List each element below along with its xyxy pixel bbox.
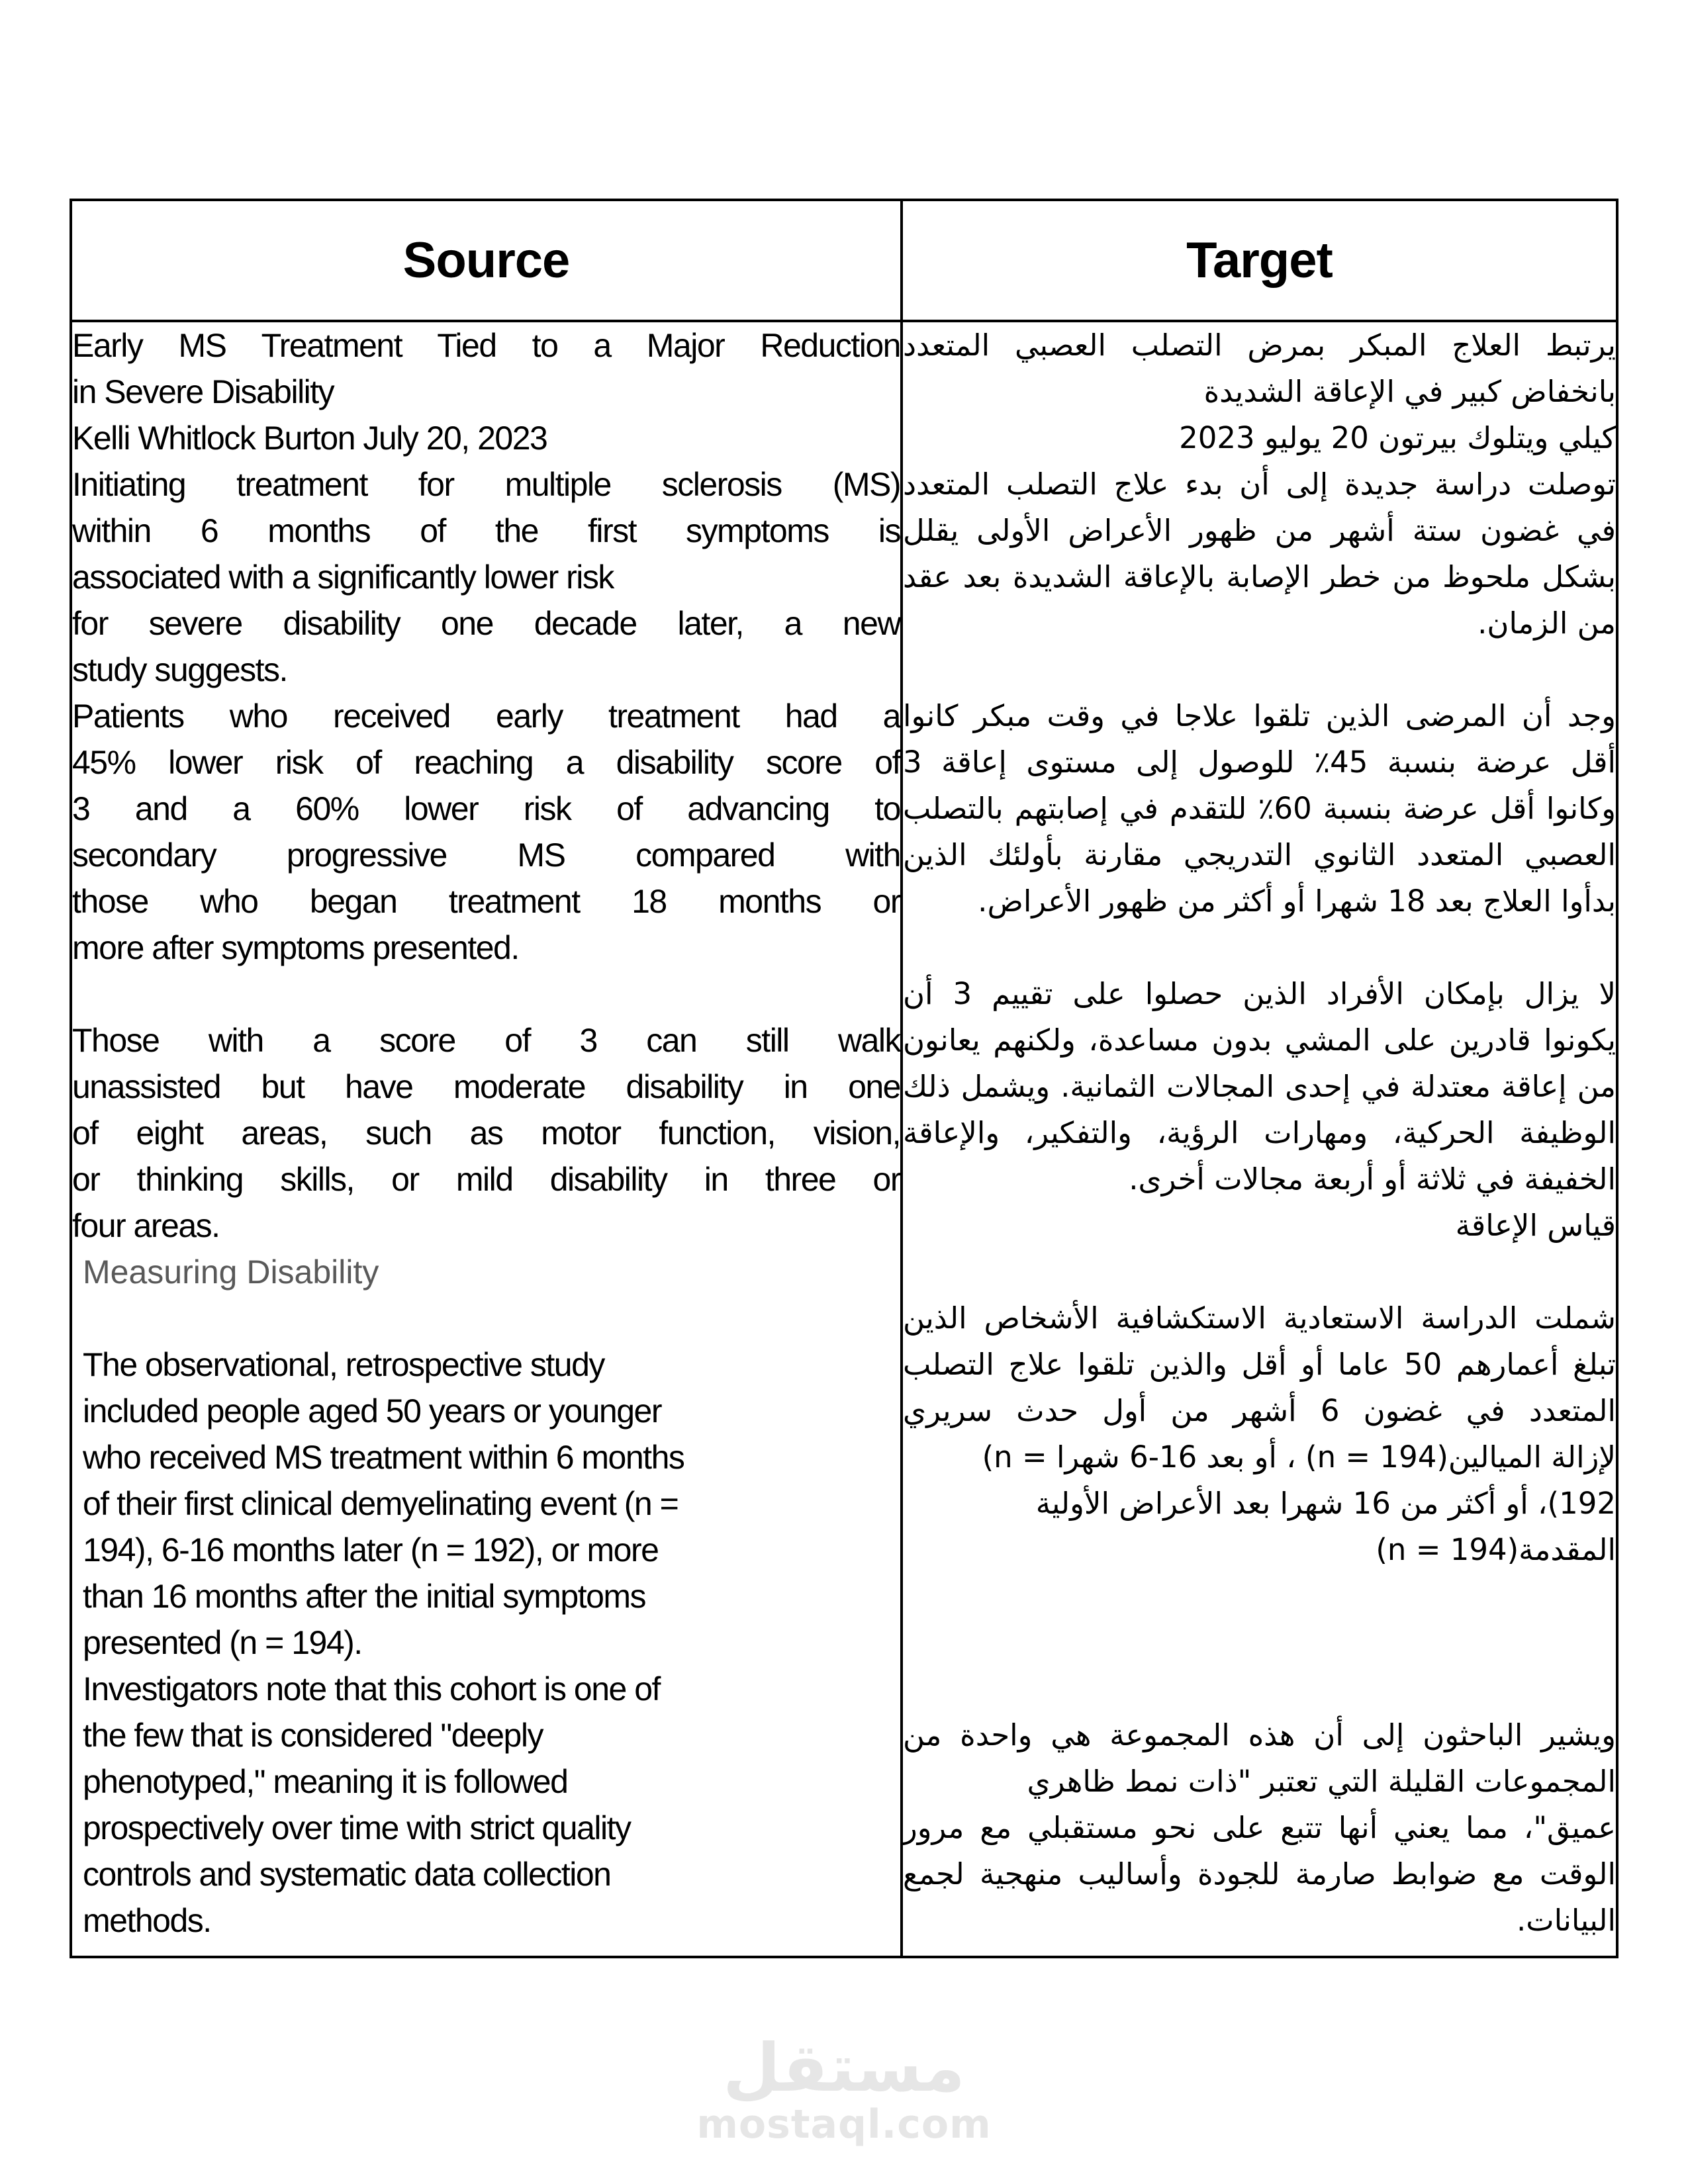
text-line bbox=[903, 1249, 1616, 1295]
text-line: توصلت دراسة جديدة إلى أن بدء علاج التصلب المتعدد bbox=[903, 467, 1616, 502]
text-line: العصبي المتعدد الثانوي التدريجي مقارنة بأولئك الذين bbox=[903, 837, 1616, 872]
text-line: methods. bbox=[83, 1902, 211, 1939]
text-line bbox=[72, 971, 900, 1017]
text-line: presented (n = 194). bbox=[83, 1624, 362, 1661]
text-line: more after symptoms presented. bbox=[72, 929, 519, 966]
translation-table bbox=[70, 199, 1618, 1958]
text-line: The observational, retrospective study bbox=[83, 1346, 604, 1383]
table-body-row bbox=[71, 321, 1617, 1957]
text-line: لإزالة الميالين‎(n = 194)‎ ، أو بعد 16-6 شهرا ‎(n =‎ bbox=[982, 1439, 1616, 1475]
text-line: unassisted but have moderate disability in one bbox=[72, 1068, 900, 1105]
text-line bbox=[72, 1295, 900, 1342]
text-line: من إعاقة معتدلة في إحدى المجالات الثمانية. ويشمل ذلك bbox=[903, 1069, 1616, 1104]
text-line: بشكل ملحوظ من خطر الإصابة بالإعاقة الشديدة بعد عقد bbox=[903, 559, 1616, 594]
table-header-row bbox=[71, 200, 1617, 321]
text-line bbox=[903, 925, 1616, 971]
text-line: المقدمة‎(n = 194)‎ bbox=[1376, 1532, 1616, 1567]
text-line: يكونوا قادرين على المشي بدون مساعدة، ولكنهم يعانون bbox=[903, 1023, 1616, 1058]
text-line: secondary progressive MS compared with bbox=[72, 837, 900, 874]
text-line: بدأوا العلاج بعد 18 شهرا أو أكثر من ظهور الأعراض. bbox=[978, 884, 1616, 919]
text-line: شملت الدراسة الاستعادية الاستكشافية الأشخاص الذين bbox=[903, 1300, 1616, 1336]
mostaql-watermark bbox=[0, 2029, 1688, 2148]
target-text-cell bbox=[902, 321, 1617, 1957]
text-line: 194), 6-16 months later (n = 192), or more bbox=[83, 1531, 659, 1569]
text-line: المتعدد في غضون 6 أشهر من أول حدث سريري bbox=[903, 1393, 1616, 1428]
text-line: or thinking skills, or mild disability in three or bbox=[72, 1161, 900, 1198]
text-line: within 6 months of the first symptoms is bbox=[72, 512, 900, 549]
text-line: for severe disability one decade later, a new bbox=[72, 605, 900, 642]
text-line: study suggests. bbox=[72, 651, 287, 688]
text-line: in Severe Disability bbox=[72, 373, 334, 410]
text-line: كيلي ويتلوك بيرتون 20 يوليو 2023 bbox=[1179, 420, 1616, 455]
text-line: associated with a significantly lower risk bbox=[72, 559, 614, 596]
text-line: المجموعات القليلة التي تعتبر "ذات نمط ظاهري bbox=[1027, 1764, 1616, 1799]
text-line: Patients who received early treatment had a bbox=[72, 698, 900, 735]
source-text-cell bbox=[71, 321, 902, 1957]
target-text-block bbox=[903, 322, 1616, 1944]
text-line: ‎(192‎، أو أكثر من 16 شهرا بعد الأعراض الأولية bbox=[1035, 1486, 1616, 1521]
text-line: عميق"، مما يعني أنها تتبع على نحو مستقبلي مع مرور bbox=[903, 1810, 1616, 1845]
text-line: Investigators note that this cohort is one of bbox=[83, 1670, 660, 1707]
text-line: who received MS treatment within 6 months bbox=[83, 1439, 684, 1476]
text-line: قياس الإعاقة bbox=[1455, 1208, 1616, 1243]
text-line: Measuring Disability bbox=[83, 1253, 379, 1291]
text-line: البيانات. bbox=[1517, 1903, 1616, 1938]
text-line: of their first clinical demyelinating event (n = bbox=[83, 1485, 679, 1522]
text-line: phenotyped," meaning it is followed bbox=[83, 1763, 568, 1800]
text-line bbox=[903, 1666, 1616, 1712]
mostaql-logo: مستقل bbox=[723, 2029, 965, 2107]
text-line bbox=[903, 647, 1616, 693]
text-line: الوقت مع ضوابط صارمة للجودة وأساليب منهجية لجمع bbox=[903, 1856, 1616, 1891]
text-line: ويشير الباحثون إلى أن هذه المجموعة هي واحدة من bbox=[903, 1717, 1616, 1752]
source-text-block bbox=[72, 322, 900, 1944]
text-line: than 16 months after the initial symptoms bbox=[83, 1578, 646, 1615]
text-line: the few that is considered "deeply bbox=[83, 1717, 543, 1754]
text-line: في غضون ستة أشهر من ظهور الأعراض الأولى يقلل bbox=[903, 513, 1616, 548]
text-line: included people aged 50 years or younger bbox=[83, 1392, 662, 1430]
target-column-header: Target bbox=[902, 200, 1617, 321]
text-line: الوظيفة الحركية، ومهارات الرؤية، والتفكير، والإعاقة bbox=[903, 1115, 1616, 1150]
text-line: من الزمان. bbox=[1477, 606, 1616, 641]
text-line: تبلغ أعمارهم 50 عاما أو أقل والذين تلقوا علاج التصلب bbox=[903, 1347, 1616, 1382]
text-line: four areas. bbox=[72, 1207, 220, 1244]
text-line: of eight areas, such as motor function, vision, bbox=[72, 1115, 900, 1152]
text-line: Initiating treatment for multiple sclerosis (MS) bbox=[72, 466, 900, 503]
text-line: Kelli Whitlock Burton July 20, 2023 bbox=[72, 420, 547, 457]
text-line: وكانوا أقل عرضة بنسبة 60٪ للتقدم في إصابتهم بالتصلب bbox=[903, 791, 1616, 826]
text-line: prospectively over time with strict quality bbox=[83, 1809, 631, 1846]
text-line: Those with a score of 3 can still walk bbox=[72, 1022, 900, 1059]
text-line: أقل عرضة بنسبة 45٪ للوصول إلى مستوى إعاقة 3 bbox=[903, 745, 1616, 780]
text-line: Early MS Treatment Tied to a Major Reduction bbox=[72, 327, 900, 364]
text-line bbox=[903, 1573, 1616, 1619]
text-line: those who began treatment 18 months or bbox=[72, 883, 900, 920]
source-column-header: Source bbox=[71, 200, 902, 321]
text-line: بانخفاض كبير في الإعاقة الشديدة bbox=[1203, 374, 1616, 409]
text-line: وجد أن المرضى الذين تلقوا علاجا في وقت مبكر كانوا bbox=[903, 698, 1616, 733]
text-line: controls and systematic data collection bbox=[83, 1856, 611, 1893]
text-line: 3 and a 60% lower risk of advancing to bbox=[72, 790, 900, 827]
text-line: الخفيفة في ثلاثة أو أربعة مجالات أخرى. bbox=[1129, 1161, 1616, 1197]
mostaql-site-text: mostaql.com bbox=[696, 2101, 992, 2148]
text-line: 45% lower risk of reaching a disability score of bbox=[72, 744, 900, 781]
text-line: يرتبط العلاج المبكر بمرض التصلب العصبي المتعدد bbox=[903, 328, 1616, 363]
text-line bbox=[903, 1619, 1616, 1666]
text-line: لا يزال بإمكان الأفراد الذين حصلوا على تقييم 3 أن bbox=[903, 976, 1616, 1011]
